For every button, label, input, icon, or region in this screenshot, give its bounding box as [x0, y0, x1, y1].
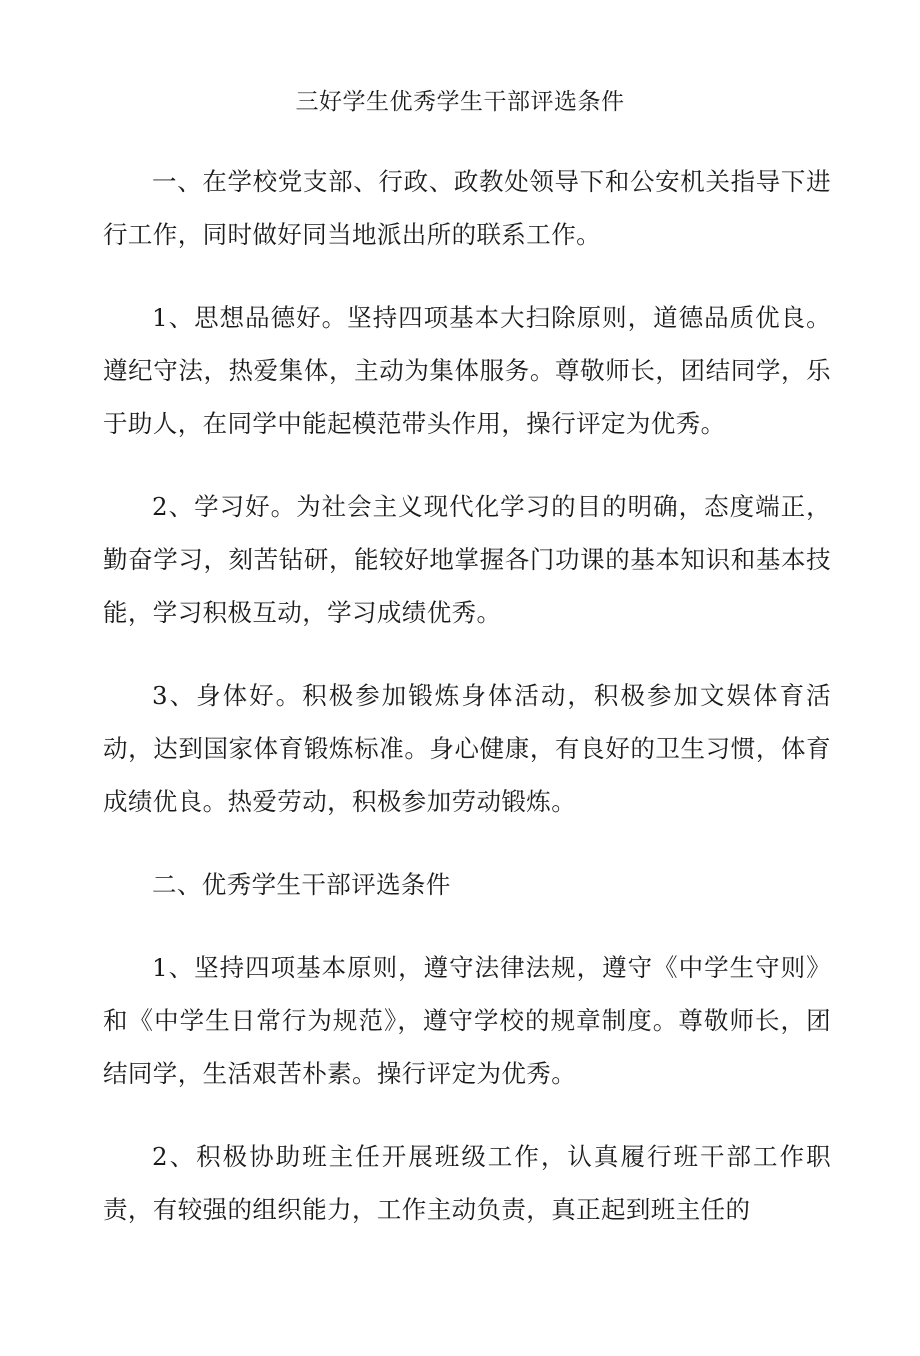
document-body — [103, 155, 831, 1266]
cadre-criterion-assist-paragraph: 2、积极协助班主任开展班级工作，认真履行班干部工作职责，有较强的组织能力，工作主动负责，真正起到班主任的 — [103, 1142, 831, 1224]
document-title: 三好学生优秀学生干部评选条件 — [295, 89, 625, 115]
criterion-moral-paragraph: 1、思想品德好。坚持四项基本大扫除原则，道德品质优良。遵纪守法，热爱集体，主动为集体服务。尊敬师长，团结同学，乐于助人，在同学中能起模范带头作用，操行评定为优秀。 — [103, 303, 831, 438]
criterion-study-paragraph: 2、学习好。为社会主义现代化学习的目的明确，态度端正，勤奋学习，刻苦钻研，能较好地掌握各门功课的基本知识和基本技能，学习积极互动，学习成绩优秀。 — [103, 492, 831, 627]
section-two-heading-paragraph: 二、优秀学生干部评选条件 — [152, 870, 451, 899]
criterion-health-paragraph: 3、身体好。积极参加锻炼身体活动，积极参加文娱体育活动，达到国家体育锻炼标准。身心健康，有良好的卫生习惯，体育成绩优良。热爱劳动，积极参加劳动锻炼。 — [103, 681, 831, 816]
section-one-heading-paragraph: 一、在学校党支部、行政、政教处领导下和公安机关指导下进行工作，同时做好同当地派出所的联系工作。 — [103, 167, 831, 249]
cadre-criterion-principles-paragraph: 1、坚持四项基本原则，遵守法律法规，遵守《中学生守则》和《中学生日常行为规范》，遵守学校的规章制度。尊敬师长，团结同学，生活艰苦朴素。操行评定为优秀。 — [103, 953, 831, 1088]
